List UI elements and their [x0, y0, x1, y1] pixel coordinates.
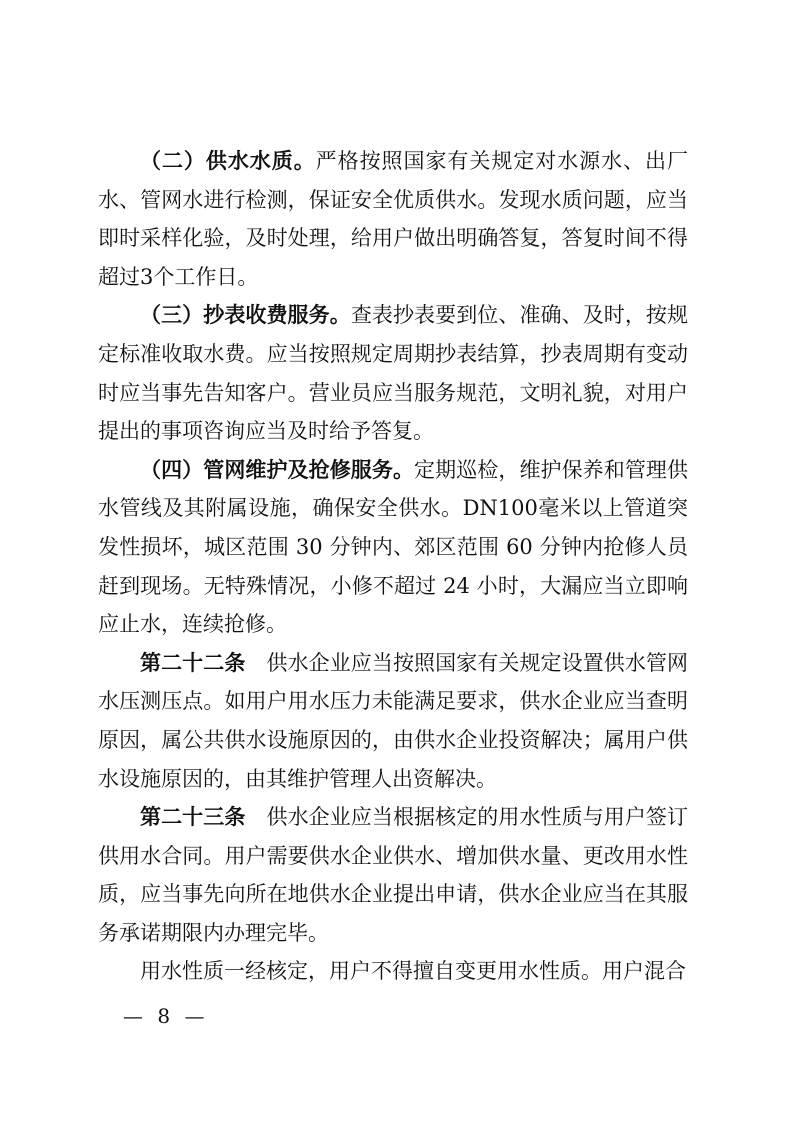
paragraph-water-nature: [98, 952, 688, 991]
article-heading: 第二十三条: [140, 804, 246, 830]
page-number: — 8 —: [123, 1004, 209, 1028]
paragraph-water-quality: [98, 142, 688, 296]
section-heading: （二）供水水质。: [140, 148, 316, 173]
paragraph-text: 查表抄表要到位、准确、及时，按规定标准收取水费。应当按照规定周期抄表结算，抄表周期有变动时应当事先告知客户。营业员应当服务规范，文明礼貌，对用户提出的事项咨询应当及时给予答复。: [98, 303, 689, 444]
paragraph-text: 用水性质一经核定，用户不得擅自变更用水性质。用户混合: [140, 959, 686, 984]
article-text: 供水企业应当根据核定的用水性质与用户签订供用水合同。用户需要供水企业供水、增加供水量、更改用水性质，应当事先向所在地供水企业提出申请，供水企业应当在其服务承诺期限内办理完毕。: [98, 805, 689, 945]
document-body: [98, 142, 688, 991]
section-heading: （三）抄表收费服务。: [140, 302, 351, 328]
paragraph-meter-billing: [98, 296, 688, 450]
paragraph-text: 严格按照国家有关规定对水源水、出厂水、管网水进行检测，保证安全优质供水。发现水质问题，应当即时采样化验，及时处理，给用户做出明确答复，答复时间不得超过3个工作日。: [98, 149, 689, 289]
article-22: [98, 644, 688, 798]
section-heading: （四）管网维护及抢修服务。: [140, 456, 415, 482]
article-text: 供水企业应当按照国家有关规定设置供水管网水压测压点。如用户用水压力未能满足要求，供水企业应当查明原因，属公共供水设施原因的，由供水企业投资解决；属用户供水设施原因的，由其维护管理人出资解决。: [98, 650, 689, 791]
paragraph-text: 定期巡检，维护保养和管理供水管线及其附属设施，确保安全供水。DN100毫米以上管道突发性损坏，城区范围 30 分钟内、郊区范围 60 分钟内抢修人员赶到现场。无特殊情况，小修不超过 24 小时，大漏应当立即响应止水，连续抢修。: [98, 457, 689, 637]
paragraph-pipe-maintenance: [98, 451, 688, 644]
article-23: [98, 798, 688, 952]
article-heading: 第二十二条: [140, 649, 246, 675]
